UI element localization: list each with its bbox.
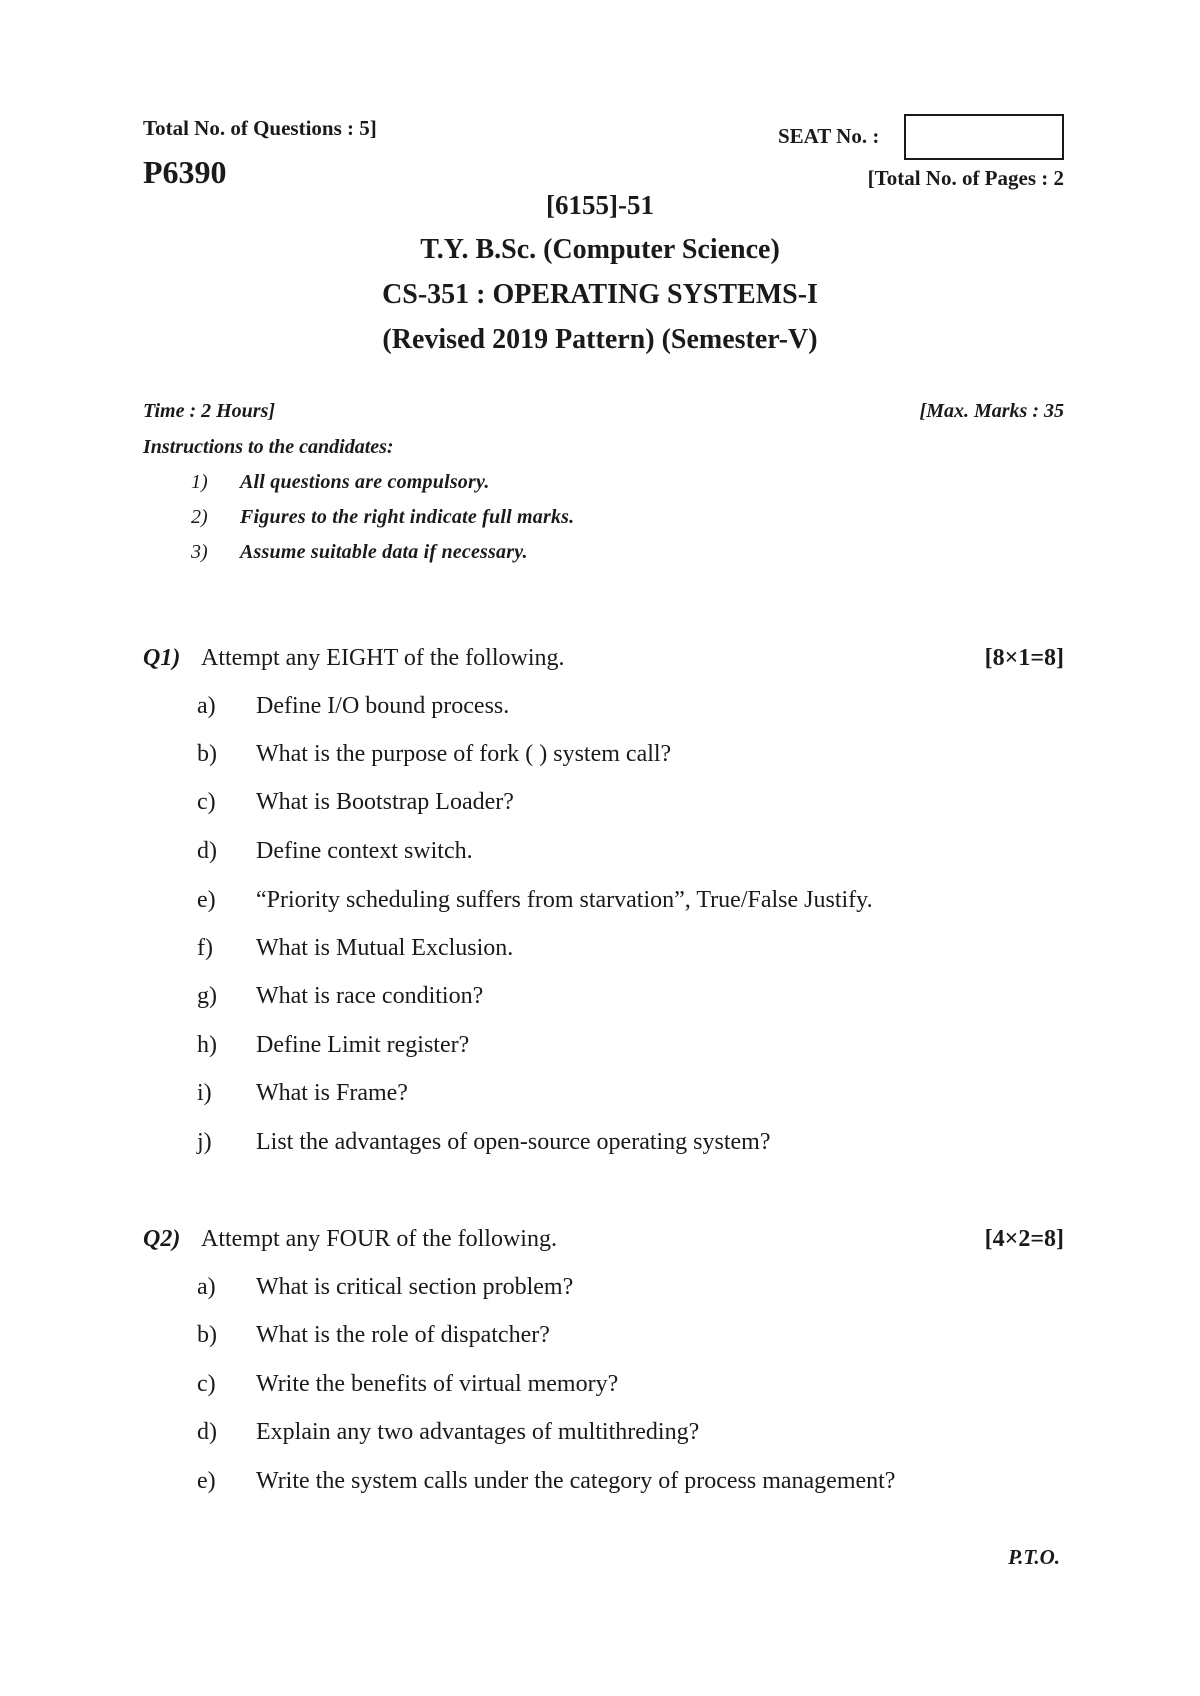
instruction-text: Assume suitable data if necessary. [240,541,528,563]
question-prompt: Attempt any EIGHT of the following. [201,645,565,671]
seat-label: SEAT No. : [778,124,880,148]
question-item: Define Limit register? [256,1032,470,1058]
item-letter: c) [197,1371,216,1397]
item-letter: c) [197,789,216,815]
item-letter: b) [197,741,217,767]
time-allowed: Time : 2 Hours] [143,400,276,422]
instruction-number: 2) [191,506,208,528]
question-item: What is the role of dispatcher? [256,1322,550,1348]
item-letter: a) [197,1274,216,1300]
paper-code: P6390 [143,154,227,190]
item-letter: d) [197,1419,217,1445]
pattern-title: (Revised 2019 Pattern) (Semester-V) [382,324,818,355]
item-letter: g) [197,983,217,1009]
pto-note: P.T.O. [1008,1545,1060,1569]
question-item: Explain any two advantages of multithreding? [256,1419,700,1445]
question-marks: [4×2=8] [984,1226,1064,1252]
question-item: Write the benefits of virtual memory? [256,1371,619,1397]
item-letter: b) [197,1322,217,1348]
item-letter: d) [197,838,217,864]
total-questions: Total No. of Questions : 5] [143,116,377,140]
question-item: What is the purpose of fork ( ) system call? [256,741,672,767]
instruction-number: 1) [191,471,208,493]
question-marks: [8×1=8] [984,645,1064,671]
question-item: What is Mutual Exclusion. [256,935,514,961]
question-item: What is critical section problem? [256,1274,574,1300]
item-letter: i) [197,1080,212,1106]
total-pages: [Total No. of Pages : 2 [867,166,1064,190]
seat-number-box[interactable] [904,114,1064,160]
question-item: Define context switch. [256,838,473,864]
question-item: What is Bootstrap Loader? [256,789,514,815]
item-letter: j) [197,1129,212,1155]
item-letter: h) [197,1032,217,1058]
instruction-number: 3) [191,541,208,563]
instruction-text: Figures to the right indicate full marks. [240,506,575,528]
question-prompt: Attempt any FOUR of the following. [201,1226,557,1252]
question-item: What is Frame? [256,1080,408,1106]
item-letter: e) [197,1468,216,1494]
course-title: T.Y. B.Sc. (Computer Science) [420,234,780,265]
item-letter: e) [197,887,216,913]
question-label: Q1) [143,645,181,671]
item-letter: f) [197,935,213,961]
exam-code: [6155]-51 [546,190,654,220]
question-item: Write the system calls under the category of process management? [256,1468,896,1494]
max-marks: [Max. Marks : 35 [919,400,1064,422]
question-item: What is race condition? [256,983,484,1009]
question-item: List the advantages of open-source operating system? [256,1129,771,1155]
question-label: Q2) [143,1226,181,1252]
instruction-text: All questions are compulsory. [240,471,490,493]
question-item: Define I/O bound process. [256,693,510,719]
question-item: “Priority scheduling suffers from starvation”, True/False Justify. [256,887,873,913]
item-letter: a) [197,693,216,719]
instructions-heading: Instructions to the candidates: [143,436,394,458]
subject-title: CS-351 : OPERATING SYSTEMS-I [382,279,818,310]
